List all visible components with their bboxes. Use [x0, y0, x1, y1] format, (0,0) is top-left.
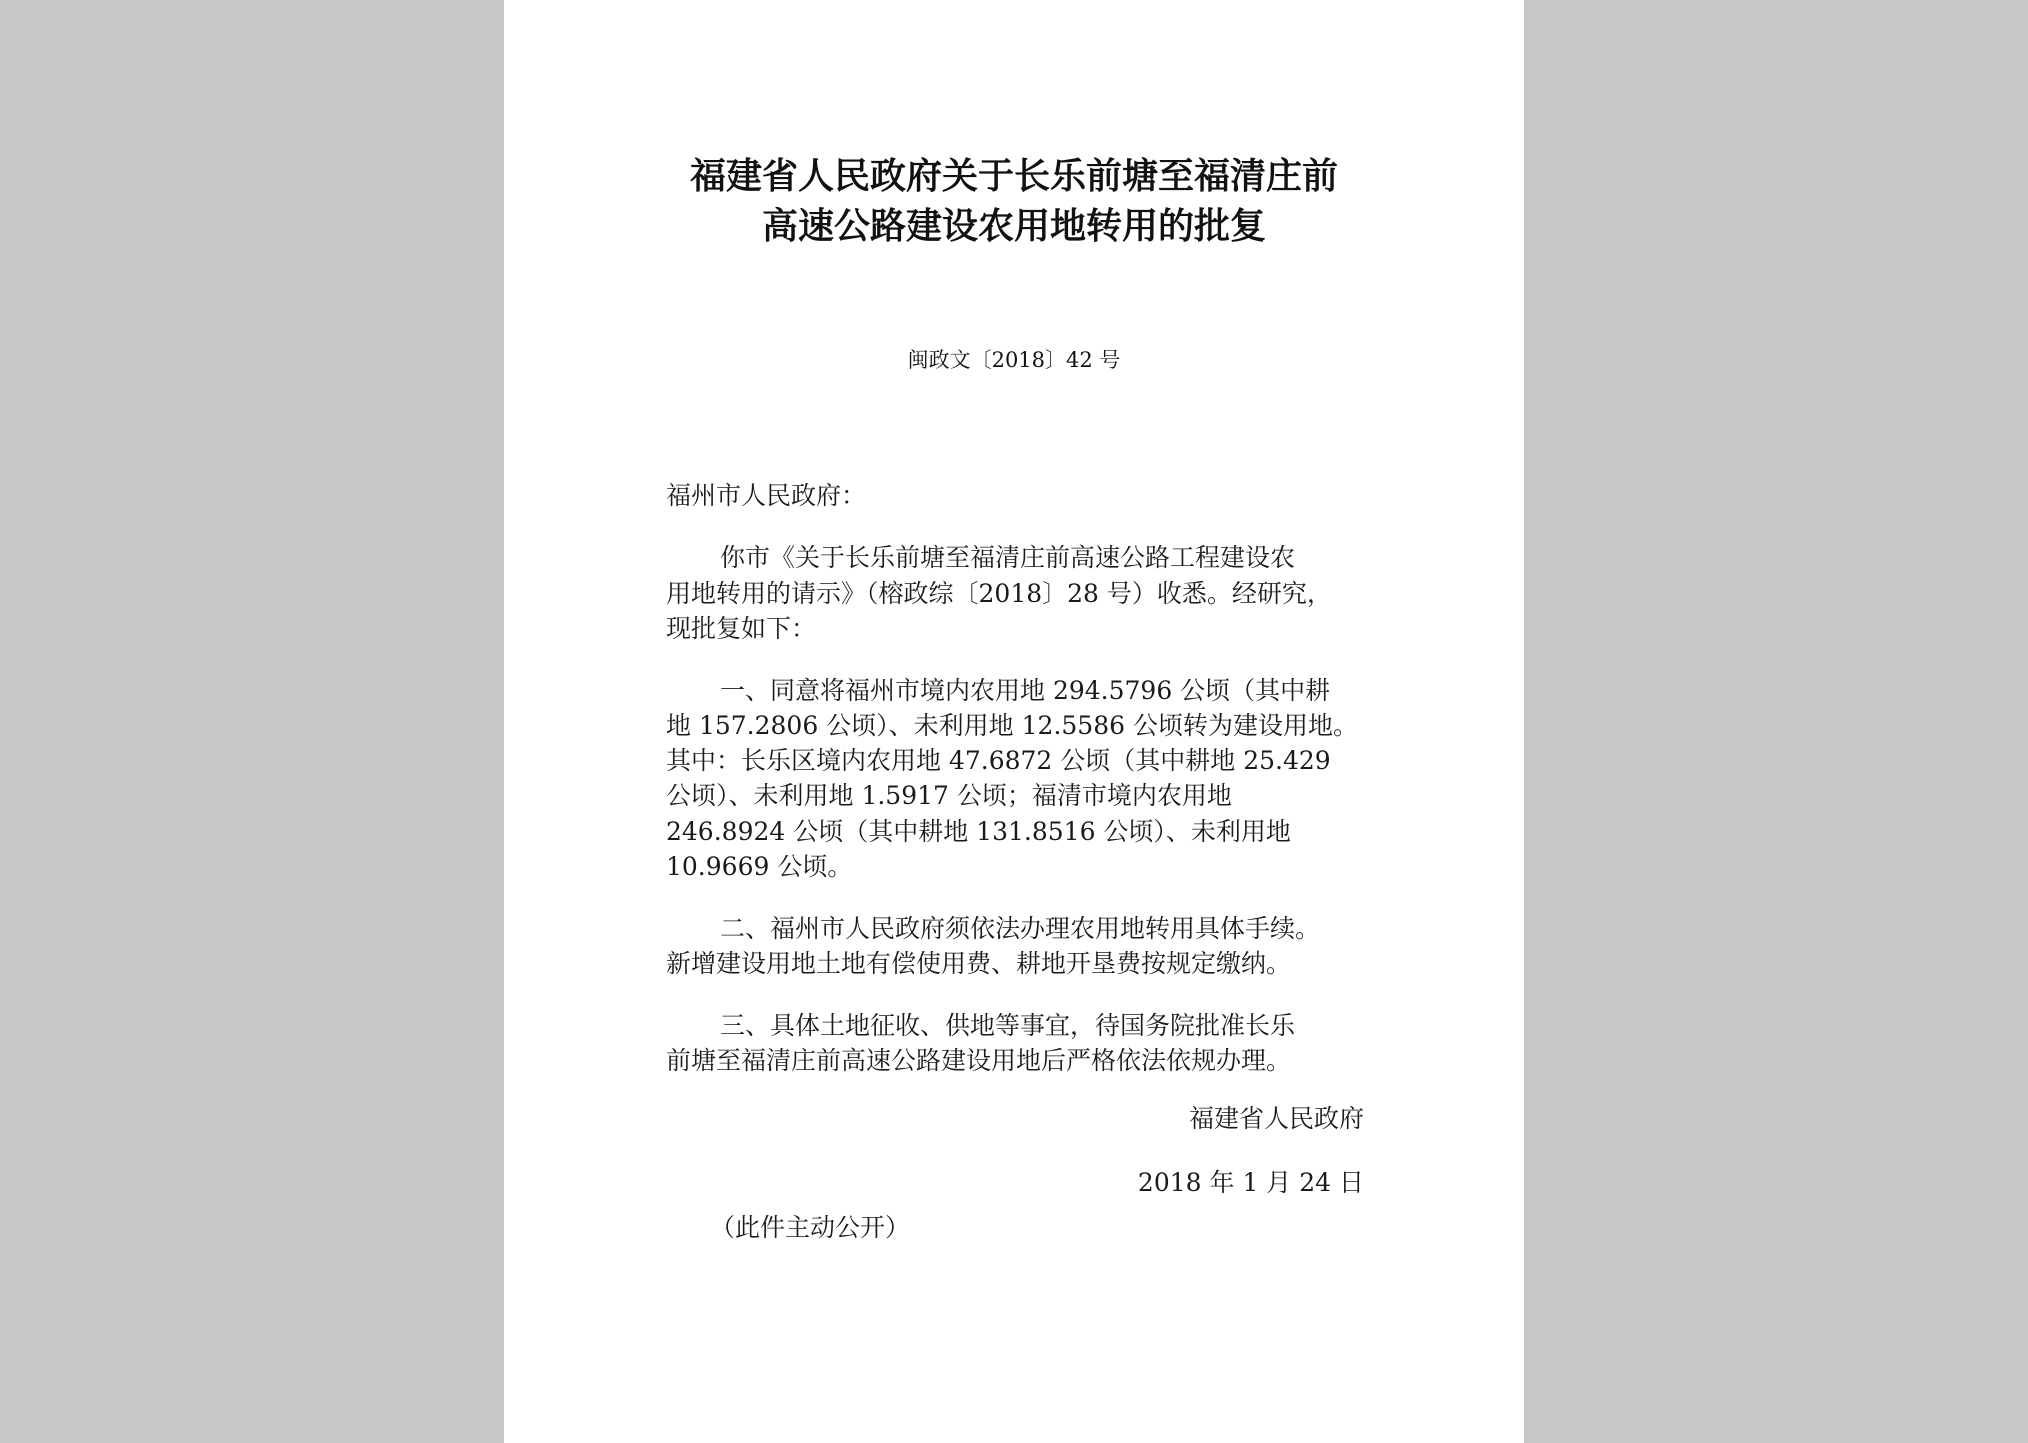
para2-line-3: 其中：长乐区境内农用地 47.6872 公顷（其中耕地 25.429: [666, 746, 1331, 775]
document-page: [504, 0, 1524, 1443]
disclosure-note: （此件主动公开）: [710, 1213, 911, 1242]
title-line-2: 高速公路建设农用地转用的批复: [761, 206, 1266, 247]
para1-line-3: 现批复如下：: [666, 614, 817, 643]
para3-line-2: 新增建设用地土地有偿使用费、耕地开垦费按规定缴纳。: [666, 949, 1292, 978]
signature: 福建省人民政府: [1188, 1104, 1364, 1133]
para4-line-1: 三、具体土地征收、供地等事宜，待国务院批准长乐: [720, 1011, 1296, 1040]
addressee: 福州市人民政府：: [666, 481, 867, 510]
para2-line-1: 一、同意将福州市境内农用地 294.5796 公顷（其中耕: [720, 676, 1331, 705]
para2-line-4: 公顷）、未利用地 1.5917 公顷；福清市境内农用地: [666, 781, 1232, 810]
para4-line-2: 前塘至福清庄前高速公路建设用地后严格依法依规办理。: [666, 1046, 1292, 1075]
document-number: 闽政文〔2018〕42 号: [907, 348, 1121, 372]
date: 2018 年 1 月 24 日: [1137, 1168, 1364, 1197]
para3-line-1: 二、福州市人民政府须依法办理农用地转用具体手续。: [720, 914, 1321, 943]
para2-line-5: 246.8924 公顷（其中耕地 131.8516 公顷）、未利用地: [666, 817, 1291, 846]
para2-line-6: 10.9669 公顷。: [666, 852, 853, 881]
title-line-1: 福建省人民政府关于长乐前塘至福清庄前: [689, 156, 1338, 197]
para1-line-1: 你市《关于长乐前塘至福清庄前高速公路工程建设农: [720, 543, 1296, 572]
para2-line-2: 地 157.2806 公顷）、未利用地 12.5586 公顷转为建设用地。: [666, 711, 1358, 740]
para1-line-2: 用地转用的请示》（榕政综〔2018〕28 号）收悉。经研究，: [666, 579, 1332, 608]
